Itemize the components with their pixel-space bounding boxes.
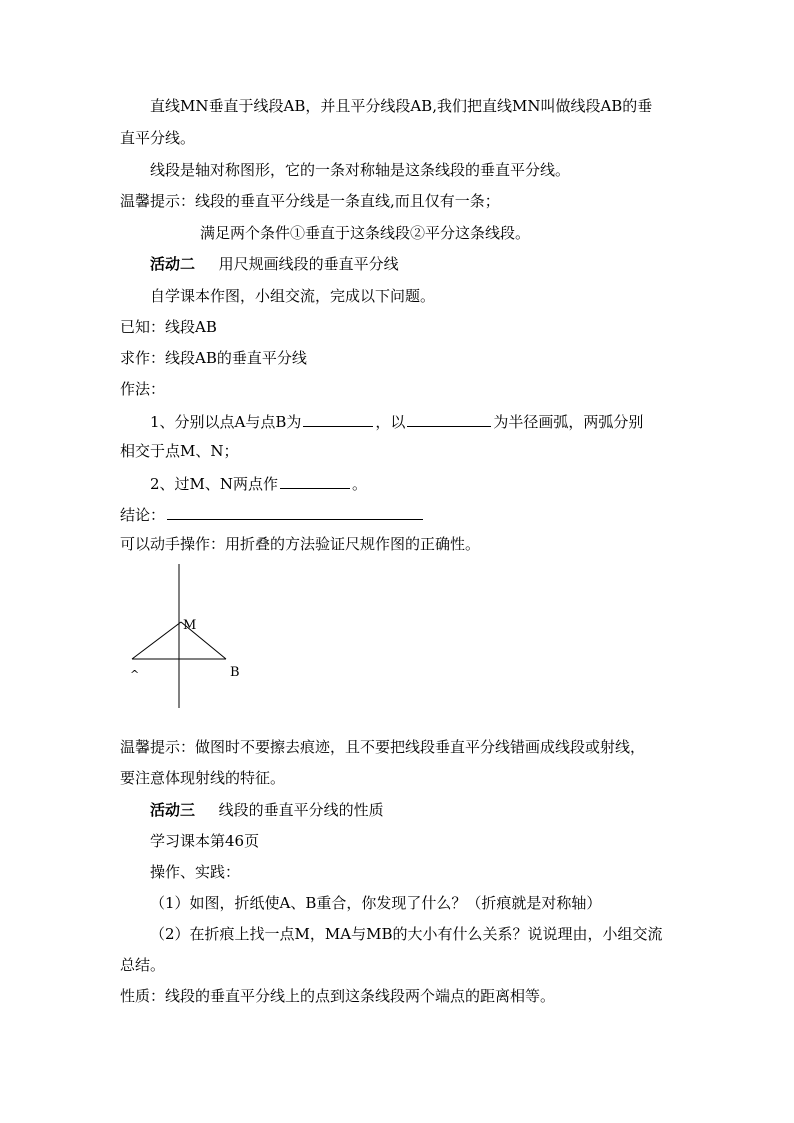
fill-blank-radius[interactable]	[407, 410, 491, 427]
paragraph-definition-line2: 直平分线。	[120, 129, 196, 147]
activity-three-subtitle: 线段的垂直平分线的性质	[218, 801, 384, 819]
perpendicular-bisector-figure	[125, 560, 255, 710]
tip-line2: 满足两个条件①垂直于这条线段②平分这条线段。	[200, 224, 531, 242]
conclusion-label: 结论：	[120, 506, 166, 524]
step-one-line1	[150, 410, 643, 432]
paragraph-definition-line1: 直线MN垂直于线段AB，并且平分线段AB,我们把直线MN叫做线段AB的垂	[150, 97, 653, 115]
step-one-suffix: 为半径画弧，两弧分别	[493, 413, 644, 431]
paragraph-symmetry: 线段是轴对称图形，它的一条对称轴是这条线段的垂直平分线。	[150, 161, 571, 179]
practice-text: 操作、实践：	[150, 863, 241, 881]
activity-two-title: 活动二	[150, 255, 196, 273]
self-study-text: 自学课本作图，小组交流，完成以下问题。	[150, 287, 436, 305]
property-text: 性质：线段的垂直平分线上的点到这条线段两个端点的距离相等。	[120, 987, 556, 1005]
conclusion-line	[120, 503, 425, 525]
fill-blank-step-two[interactable]	[280, 472, 350, 489]
fill-blank-conclusion[interactable]	[167, 503, 423, 520]
question-two-line1: （2）在折痕上找一点M，MA与MB的大小有什么关系？说说理由，小组交流	[150, 925, 663, 943]
study-page-text: 学习课本第46页	[150, 832, 260, 850]
step-two	[150, 472, 367, 494]
tip-two-line1: 温馨提示：做图时不要擦去痕迹，且不要把线段垂直平分线错画成线段或射线，	[120, 738, 646, 756]
method-text: 作法：	[120, 380, 166, 398]
step-one-line2: 相交于点M、N；	[120, 442, 239, 460]
activity-two-heading	[150, 254, 399, 274]
step-two-suffix: 。	[352, 475, 368, 493]
known-text: 已知：线段AB	[120, 318, 217, 336]
fill-blank-center[interactable]	[303, 410, 373, 427]
segment-ma	[132, 622, 181, 659]
step-two-prefix: 2、过M、N两点作	[150, 475, 279, 493]
point-b-label: B	[230, 665, 240, 680]
hands-on-text: 可以动手操作：用折叠的方法验证尺规作图的正确性。	[120, 535, 481, 553]
find-text: 求作：线段AB的垂直平分线	[120, 349, 307, 367]
activity-two-subtitle: 用尺规画线段的垂直平分线	[218, 255, 399, 273]
tip-two-line2: 要注意体现射线的特征。	[120, 769, 286, 787]
question-two-line2: 总结。	[120, 956, 166, 974]
step-one-prefix: 1、分别以点A与点B为	[150, 413, 302, 431]
question-one: （1）如图，折纸使A、B重合，你发现了什么？（折痕就是对称轴）	[150, 894, 602, 912]
tip-line1: 温馨提示：线段的垂直平分线是一条直线,而且仅有一条；	[120, 192, 500, 210]
point-m-label: M	[183, 618, 197, 633]
activity-three-heading	[150, 800, 384, 820]
activity-three-title: 活动三	[150, 801, 196, 819]
point-a-label: ^	[130, 668, 140, 681]
step-one-middle: ，以	[375, 413, 406, 431]
